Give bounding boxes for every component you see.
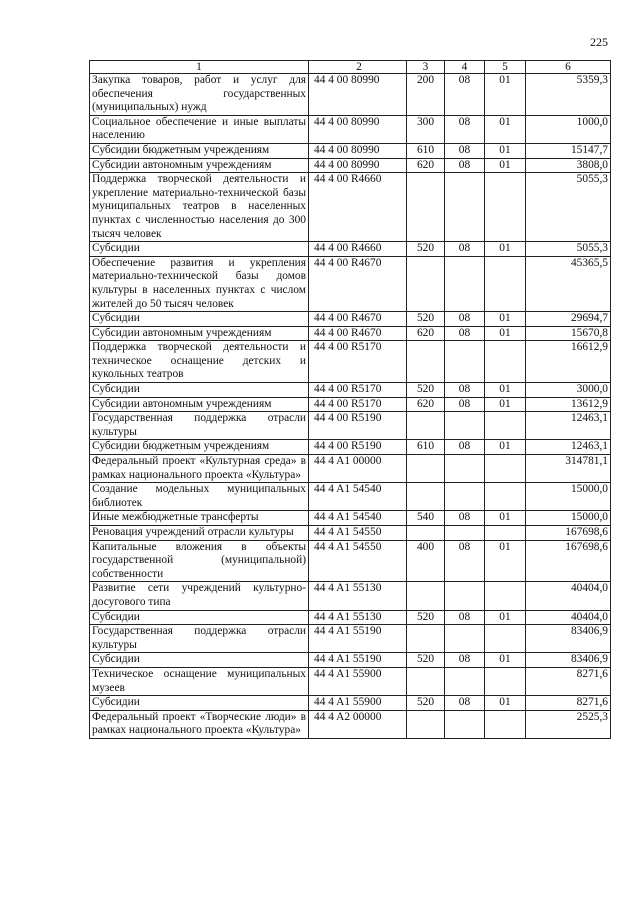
row-code-cell: 44 4 A1 55900 [309,696,407,711]
row-vr-cell: 520 [407,653,445,668]
row-code-cell: 44 4 A1 00000 [309,455,407,483]
row-name-cell: Поддержка творческой деятельности и укрепление материально-технической базы муниципальных театров в населенных пунктах с численностью населения до 300 тысяч человек [90,173,309,242]
row-sum-cell: 8271,6 [526,696,611,711]
row-rz-cell [445,667,485,695]
row-sum-cell: 15670,8 [526,326,611,341]
row-vr-cell: 520 [407,610,445,625]
row-pr-cell [485,710,526,738]
row-code-cell: 44 4 A2 00000 [309,710,407,738]
row-rz-cell [445,483,485,511]
table-row [90,143,611,158]
row-name-cell: Закупка товаров, работ и услуг для обеспечения государственных (муниципальных) нужд [90,74,309,116]
row-name-cell: Государственная поддержка отрасли культуры [90,625,309,653]
row-code-cell: 44 4 00 R5170 [309,341,407,383]
row-pr-cell: 01 [485,397,526,412]
row-pr-cell: 01 [485,440,526,455]
table-row [90,511,611,526]
row-code-cell: 44 4 00 R5170 [309,397,407,412]
row-vr-cell [407,526,445,541]
row-pr-cell: 01 [485,540,526,582]
row-name-cell: Субсидии автономным учреждениям [90,326,309,341]
row-sum-cell: 3000,0 [526,383,611,398]
row-rz-cell [445,412,485,440]
row-code-cell: 44 4 00 80990 [309,74,407,116]
row-vr-cell [407,483,445,511]
row-pr-cell [485,483,526,511]
row-code-cell: 44 4 A1 55900 [309,667,407,695]
header-row [90,61,611,74]
row-rz-cell [445,455,485,483]
row-code-cell: 44 4 00 R4670 [309,326,407,341]
row-sum-cell: 15147,7 [526,143,611,158]
row-vr-cell: 620 [407,326,445,341]
row-rz-cell [445,582,485,610]
row-code-cell: 44 4 A1 54550 [309,526,407,541]
row-sum-cell: 8271,6 [526,667,611,695]
row-rz-cell: 08 [445,312,485,327]
table-row [90,158,611,173]
row-rz-cell: 08 [445,397,485,412]
row-rz-cell [445,526,485,541]
table-row [90,440,611,455]
row-vr-cell: 520 [407,696,445,711]
row-name-cell: Субсидии [90,653,309,668]
row-sum-cell: 5055,3 [526,242,611,257]
row-vr-cell: 520 [407,242,445,257]
table-row [90,397,611,412]
row-sum-cell: 40404,0 [526,610,611,625]
row-sum-cell: 45365,5 [526,256,611,311]
row-sum-cell: 40404,0 [526,582,611,610]
row-name-cell: Субсидии бюджетным учреждениям [90,143,309,158]
row-name-cell: Субсидии [90,610,309,625]
row-sum-cell: 12463,1 [526,440,611,455]
row-vr-cell: 540 [407,511,445,526]
row-code-cell: 44 4 00 R5190 [309,440,407,455]
table-row [90,540,611,582]
row-vr-cell [407,256,445,311]
row-rz-cell: 08 [445,115,485,143]
table-row [90,115,611,143]
row-sum-cell: 29694,7 [526,312,611,327]
row-pr-cell [485,667,526,695]
row-pr-cell: 01 [485,312,526,327]
table-row [90,242,611,257]
row-name-cell: Федеральный проект «Культурная среда» в рамках национального проекта «Культура» [90,455,309,483]
table-row [90,526,611,541]
row-code-cell: 44 4 00 R5190 [309,412,407,440]
row-pr-cell [485,341,526,383]
row-sum-cell: 2525,3 [526,710,611,738]
row-pr-cell: 01 [485,115,526,143]
row-code-cell: 44 4 00 R4670 [309,256,407,311]
row-pr-cell: 01 [485,511,526,526]
row-rz-cell [445,341,485,383]
row-name-cell: Субсидии [90,383,309,398]
table-row [90,667,611,695]
column-header-3: 3 [407,61,445,74]
row-code-cell: 44 4 A1 55130 [309,610,407,625]
row-pr-cell [485,582,526,610]
row-sum-cell: 167698,6 [526,526,611,541]
table-row [90,173,611,242]
row-sum-cell: 5055,3 [526,173,611,242]
row-code-cell: 44 4 00 R4670 [309,312,407,327]
row-pr-cell: 01 [485,143,526,158]
table-row [90,74,611,116]
row-rz-cell: 08 [445,653,485,668]
row-pr-cell [485,625,526,653]
row-vr-cell [407,582,445,610]
row-code-cell: 44 4 A1 55190 [309,653,407,668]
row-rz-cell: 08 [445,242,485,257]
column-header-2: 2 [309,61,407,74]
row-vr-cell: 620 [407,158,445,173]
row-vr-cell [407,173,445,242]
row-vr-cell: 300 [407,115,445,143]
row-name-cell: Обеспечение развития и укрепления материально-технической базы домов культуры в населенных пунктах с числом жителей до 50 тысяч человек [90,256,309,311]
table-row [90,582,611,610]
row-sum-cell: 13612,9 [526,397,611,412]
page-number: 225 [590,35,608,49]
row-pr-cell: 01 [485,696,526,711]
row-sum-cell: 167698,6 [526,540,611,582]
row-pr-cell [485,455,526,483]
row-code-cell: 44 4 A1 55130 [309,582,407,610]
row-code-cell: 44 4 00 80990 [309,115,407,143]
row-name-cell: Иные межбюджетные трансферты [90,511,309,526]
row-code-cell: 44 4 A1 54550 [309,540,407,582]
row-name-cell: Федеральный проект «Творческие люди» в рамках национального проекта «Культура» [90,710,309,738]
row-vr-cell: 520 [407,383,445,398]
column-header-5: 5 [485,61,526,74]
table-row [90,710,611,738]
row-pr-cell: 01 [485,242,526,257]
row-pr-cell [485,256,526,311]
row-vr-cell: 620 [407,397,445,412]
row-pr-cell: 01 [485,653,526,668]
row-sum-cell: 83406,9 [526,653,611,668]
row-code-cell: 44 4 00 80990 [309,143,407,158]
table-row [90,625,611,653]
row-vr-cell: 610 [407,440,445,455]
row-pr-cell [485,526,526,541]
table-row [90,455,611,483]
row-name-cell: Поддержка творческой деятельности и техническое оснащение детских и кукольных театров [90,341,309,383]
row-sum-cell: 83406,9 [526,625,611,653]
row-sum-cell: 3808,0 [526,158,611,173]
column-header-6: 6 [526,61,611,74]
row-vr-cell [407,625,445,653]
row-rz-cell: 08 [445,511,485,526]
row-sum-cell: 314781,1 [526,455,611,483]
row-vr-cell: 400 [407,540,445,582]
row-sum-cell: 15000,0 [526,511,611,526]
table-row [90,653,611,668]
row-pr-cell: 01 [485,383,526,398]
row-code-cell: 44 4 00 R5170 [309,383,407,398]
row-vr-cell [407,341,445,383]
table-header [90,61,611,74]
row-rz-cell: 08 [445,143,485,158]
row-name-cell: Субсидии [90,242,309,257]
table-row [90,483,611,511]
row-code-cell: 44 4 00 80990 [309,158,407,173]
row-pr-cell [485,173,526,242]
row-rz-cell: 08 [445,610,485,625]
row-code-cell: 44 4 00 R4660 [309,242,407,257]
table-body [90,74,611,739]
row-rz-cell: 08 [445,326,485,341]
table-row [90,326,611,341]
row-name-cell: Субсидии [90,312,309,327]
table-row [90,610,611,625]
row-name-cell: Создание модельных муниципальных библиотек [90,483,309,511]
table-row [90,341,611,383]
row-rz-cell: 08 [445,74,485,116]
table-row [90,696,611,711]
row-code-cell: 44 4 A1 54540 [309,511,407,526]
row-sum-cell: 16612,9 [526,341,611,383]
row-pr-cell [485,412,526,440]
row-vr-cell [407,455,445,483]
row-sum-cell: 12463,1 [526,412,611,440]
row-pr-cell: 01 [485,326,526,341]
table-row [90,256,611,311]
row-vr-cell [407,412,445,440]
column-header-4: 4 [445,61,485,74]
row-name-cell: Капитальные вложения в объекты государственной (муниципальной) собственности [90,540,309,582]
table-row [90,412,611,440]
row-rz-cell [445,625,485,653]
table-row [90,312,611,327]
row-name-cell: Субсидии бюджетным учреждениям [90,440,309,455]
row-vr-cell: 610 [407,143,445,158]
row-pr-cell: 01 [485,74,526,116]
row-name-cell: Социальное обеспечение и иные выплаты населению [90,115,309,143]
row-rz-cell [445,710,485,738]
row-vr-cell: 200 [407,74,445,116]
row-name-cell: Субсидии автономным учреждениям [90,158,309,173]
row-rz-cell: 08 [445,440,485,455]
row-name-cell: Техническое оснащение муниципальных музеев [90,667,309,695]
row-pr-cell: 01 [485,610,526,625]
row-code-cell: 44 4 A1 55190 [309,625,407,653]
row-rz-cell [445,173,485,242]
row-name-cell: Реновация учреждений отрасли культуры [90,526,309,541]
column-header-1: 1 [90,61,309,74]
row-pr-cell: 01 [485,158,526,173]
row-name-cell: Государственная поддержка отрасли культуры [90,412,309,440]
row-sum-cell: 5359,3 [526,74,611,116]
row-vr-cell [407,667,445,695]
row-name-cell: Субсидии [90,696,309,711]
row-rz-cell: 08 [445,158,485,173]
row-vr-cell: 520 [407,312,445,327]
budget-table [89,60,611,739]
row-code-cell: 44 4 A1 54540 [309,483,407,511]
row-rz-cell [445,256,485,311]
row-name-cell: Субсидии автономным учреждениям [90,397,309,412]
row-vr-cell [407,710,445,738]
table-row [90,383,611,398]
row-rz-cell: 08 [445,540,485,582]
row-rz-cell: 08 [445,696,485,711]
row-name-cell: Развитие сети учреждений культурно-досугового типа [90,582,309,610]
row-sum-cell: 15000,0 [526,483,611,511]
row-rz-cell: 08 [445,383,485,398]
row-sum-cell: 1000,0 [526,115,611,143]
row-code-cell: 44 4 00 R4660 [309,173,407,242]
